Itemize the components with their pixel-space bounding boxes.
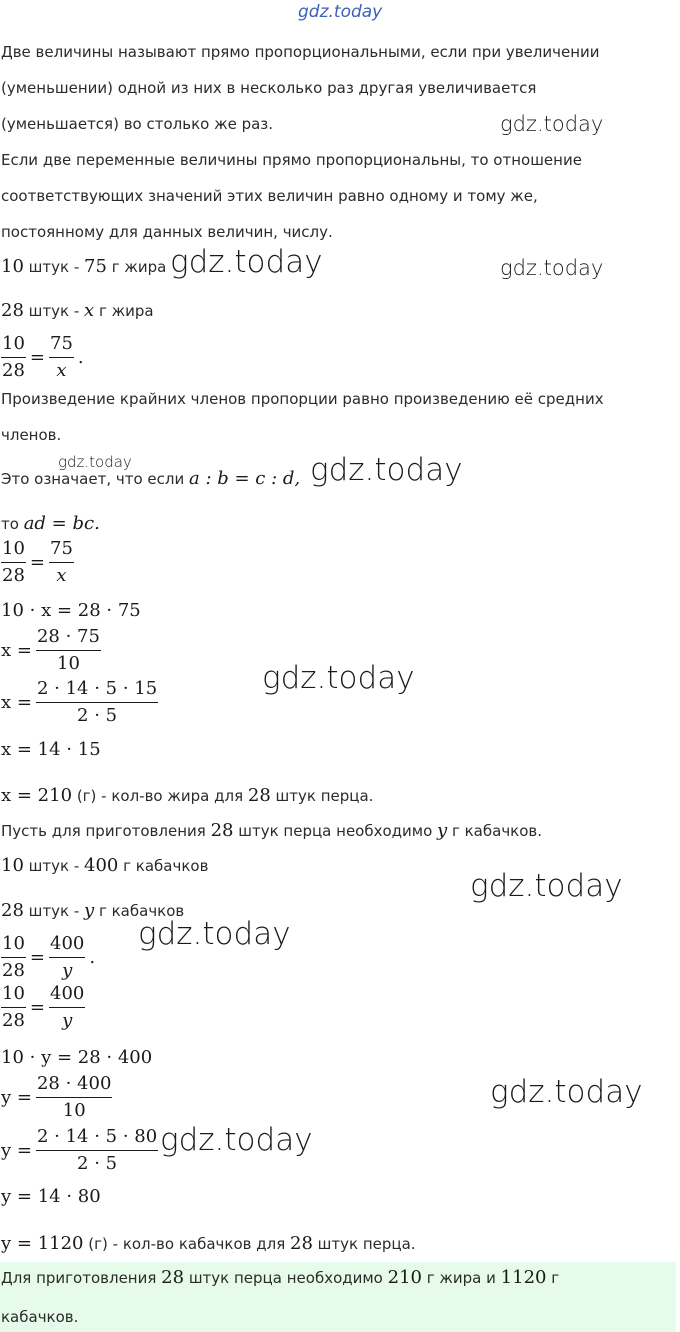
rule-line-2: членов. [1,426,62,444]
zucchini-step-3: y = $\frac{2 \cdot 14 \cdot 5 \cdot 80}{2 \cdot 5}$ [1,1126,158,1174]
fat-line-1: 10 штук - 75 г жира [1,256,167,277]
zucchini-step-2: y = $\frac{28 \cdot 400}{10}$ [1,1073,112,1121]
answer-line-2: кабачков. [1,1308,79,1326]
fat-solution-proportion: $\frac{10}{28}$ = $\frac{75}{x}$ [2,538,73,586]
definition-line-3: (уменьшается) во столько же раз. [1,115,274,133]
fat-result: x = 210 (г) - кол-во жира для 28 штук перца. [1,785,374,806]
answer-box [0,1262,676,1332]
watermark: gdz.today [160,1122,313,1158]
rule-line-3: Это означает, что если a : b = c : d, [1,468,301,489]
watermark: gdz.today [310,452,463,488]
watermark: gdz.today [500,256,604,280]
zucchini-line-2: 28 штук - y г кабачков [1,900,185,921]
fat-step-2: x = $\frac{28 \cdot 75}{10}$ [1,626,100,674]
watermark: gdz.today [262,660,415,696]
fat-proportion: $\frac{10}{28}$ = $\frac{75}{x}$ . [2,332,84,381]
rule-line-1: Произведение крайних членов пропорции равно произведению её средних [1,390,604,408]
definition-line-1: Две величины называют прямо пропорциональными, если при увеличении [1,43,600,61]
fat-step-1: 10 · x = 28 · 75 [1,600,141,621]
rule-line-4: то ad = bc. [1,513,100,534]
watermark: gdz.today [138,916,291,952]
definition-line-6: постоянному для данных величин, числу. [1,223,333,241]
watermark-top: gdz.today [298,2,383,22]
watermark: gdz.today [170,244,323,280]
watermark: gdz.today [470,868,623,904]
zucchini-proportion: $\frac{10}{28}$ = $\frac{400}{y}$ . [1,933,95,981]
definition-line-2: (уменьшении) одной из них в несколько раз другая увеличивается [1,79,537,97]
fat-line-2: 28 штук - x г жира [1,300,154,321]
zucchini-intro: Пусть для приготовления 28 штук перца необходимо y г кабачков. [1,820,543,841]
zucchini-step-4: y = 14 · 80 [1,1186,101,1207]
zucchini-step-1: 10 · y = 28 · 400 [1,1047,153,1068]
definition-line-4: Если две переменные величины прямо пропорциональны, то отношение [1,151,582,169]
zucchini-solution-proportion: $\frac{10}{28}$ = $\frac{400}{y}$ [2,983,85,1031]
watermark: gdz.today [500,112,604,136]
fat-step-3: x = $\frac{2 \cdot 14 \cdot 5 \cdot 15}{2 \cdot 5}$ [1,678,158,726]
zucchini-line-1: 10 штук - 400 г кабачков [1,855,209,876]
fat-step-4: x = 14 · 15 [1,739,101,760]
zucchini-result: y = 1120 (г) - кол-во кабачков для 28 штук перца. [1,1233,416,1254]
answer-line-1: Для приготовления 28 штук перца необходимо 210 г жира и 1120 г [1,1267,560,1288]
watermark: gdz.today [490,1074,643,1110]
definition-line-5: соответствующих значений этих величин равно одному и тому же, [1,187,538,205]
watermark: gdz.today [58,453,132,471]
